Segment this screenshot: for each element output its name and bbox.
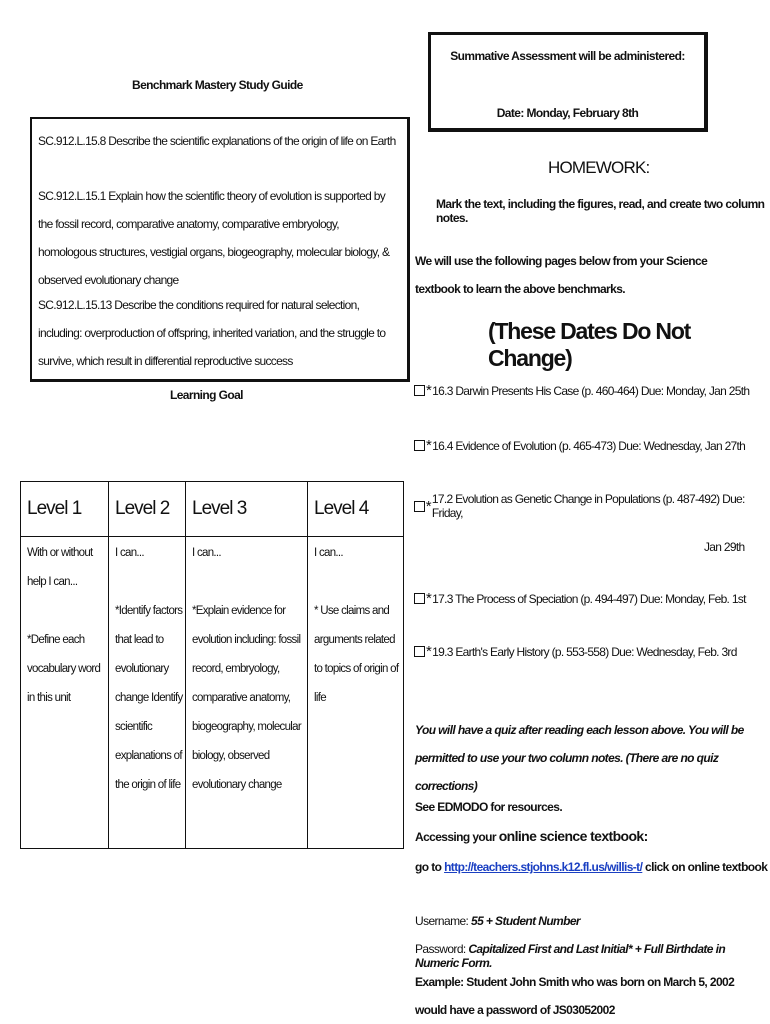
asterisk-icon: * <box>426 382 432 399</box>
password-line <box>415 942 770 970</box>
benchmark-1: SC.912.L.15.8 Describe the scientific explanations of the origin of life on Earth <box>38 134 396 148</box>
homework-instruction: Mark the text, including the figures, read, and create two column notes. <box>436 197 765 225</box>
assignment-text-continued: Jan 29th <box>704 540 745 554</box>
assignment-text: 16.3 Darwin Presents His Case (p. 460-464) Due: Monday, Jan 25th <box>432 383 750 398</box>
assignment-text: 16.4 Evidence of Evolution (p. 465-473) Due: Wednesday, Jan 27th <box>432 438 746 453</box>
homework-pages-note: We will use the following pages below from your Science textbook to learn the above benchmarks. <box>415 254 708 296</box>
checkbox-icon[interactable] <box>414 646 425 657</box>
level-3-item: *Explain evidence for evolution including: fossil record, embryology, comparative anatomy, biogeography, molecular biology, observed evolutionary change <box>192 605 301 791</box>
username-line <box>415 914 580 928</box>
learning-goal-heading: Learning Goal <box>170 388 243 402</box>
asterisk-icon: * <box>425 497 431 515</box>
assignment-item <box>414 382 749 399</box>
level-1-item: *Define each vocabulary word in this unit <box>27 634 101 704</box>
quiz-note: You will have a quiz after reading each lesson above. You will be permitted to use your two column notes. (There are no quiz corrections) <box>415 723 744 793</box>
benchmarks-box <box>30 117 410 382</box>
benchmark-2: SC.912.L.15.1 Explain how the scientific theory of evolution is supported by the fossil record, comparative anatomy, comparative embryology, homologous structures, vestigial organs, biogeography, molecular biology, & observed evolutionary change <box>38 189 390 287</box>
levels-header-row <box>21 482 404 537</box>
level-4-header: Level 4 <box>308 482 404 537</box>
access-prefix: Accessing your <box>415 830 496 844</box>
level-2-cell <box>109 537 186 849</box>
asterisk-icon: * <box>426 643 432 660</box>
level-2-item-1: *Identify factors that lead to evolutionary change <box>115 605 183 704</box>
assignment-item <box>414 643 737 660</box>
level-2-item-2: Identify scientific explanations of the origin of life <box>115 692 183 791</box>
assignment-text: 17.3 The Process of Speciation (p. 494-497) Due: Monday, Feb. 1st <box>432 591 746 606</box>
levels-content-row <box>21 537 404 849</box>
level-3-cell <box>186 537 308 849</box>
summative-label: Summative Assessment will be administered: <box>450 49 685 63</box>
summative-assessment-box <box>428 32 708 132</box>
access-big: online science textbook: <box>498 828 648 844</box>
page-title: Benchmark Mastery Study Guide <box>132 78 303 92</box>
password-example: Example: Student John Smith who was born on March 5, 2002 would have a password of JS03052002 <box>415 975 735 1017</box>
goto-suffix: click on online textbook <box>645 860 768 874</box>
asterisk-icon: * <box>426 590 432 607</box>
level-3-header: Level 3 <box>186 482 308 537</box>
level-3-intro: I can... <box>192 547 221 559</box>
level-2-header: Level 2 <box>109 482 186 537</box>
dates-note: (These Dates Do Not Change) <box>488 318 691 371</box>
assignment-item <box>414 590 746 607</box>
username-label: Username: <box>415 914 469 928</box>
level-4-intro: I can... <box>314 547 343 559</box>
textbook-access-heading <box>415 828 648 844</box>
homework-title: HOMEWORK: <box>548 158 650 177</box>
level-1-intro: With or without help I can... <box>27 547 93 588</box>
level-1-header: Level 1 <box>21 482 109 537</box>
level-2-intro: I can... <box>115 547 144 559</box>
levels-table <box>20 481 404 849</box>
goto-line <box>415 860 767 874</box>
password-value: Capitalized First and Last Initial* + Full Birthdate in Numeric Form. <box>415 942 726 970</box>
edmodo-note: See EDMODO for resources. <box>415 800 563 814</box>
summative-date: Date: Monday, February 8th <box>496 106 639 120</box>
checkbox-icon[interactable] <box>414 593 425 604</box>
level-1-cell <box>21 537 109 849</box>
assignment-text: 17.2 Evolution as Genetic Change in Populations (p. 487-492) Due: Friday, <box>431 492 745 520</box>
benchmark-3: SC.912.L.15.13 Describe the conditions required for natural selection, including: overproduction of offspring, inherited variation, and the struggle to survive, which result in differential reproductive success <box>38 298 386 368</box>
password-label: Password: <box>415 942 466 956</box>
assignment-text: 19.3 Earth's Early History (p. 553-558) Due: Wednesday, Feb. 3rd <box>432 644 737 659</box>
assignment-item <box>414 492 770 520</box>
username-value: 55 + Student Number <box>471 914 580 928</box>
checkbox-icon[interactable] <box>414 440 425 451</box>
goto-prefix: go to <box>415 860 442 874</box>
textbook-link[interactable]: http://teachers.stjohns.k12.fl.us/willis-t/ <box>444 860 643 874</box>
level-4-cell <box>308 537 404 849</box>
checkbox-icon[interactable] <box>414 385 425 396</box>
asterisk-icon: * <box>426 437 432 454</box>
assignment-item <box>414 437 745 454</box>
level-4-item: * Use claims and arguments related to topics of origin of life <box>314 605 399 704</box>
checkbox-icon[interactable] <box>414 501 425 512</box>
